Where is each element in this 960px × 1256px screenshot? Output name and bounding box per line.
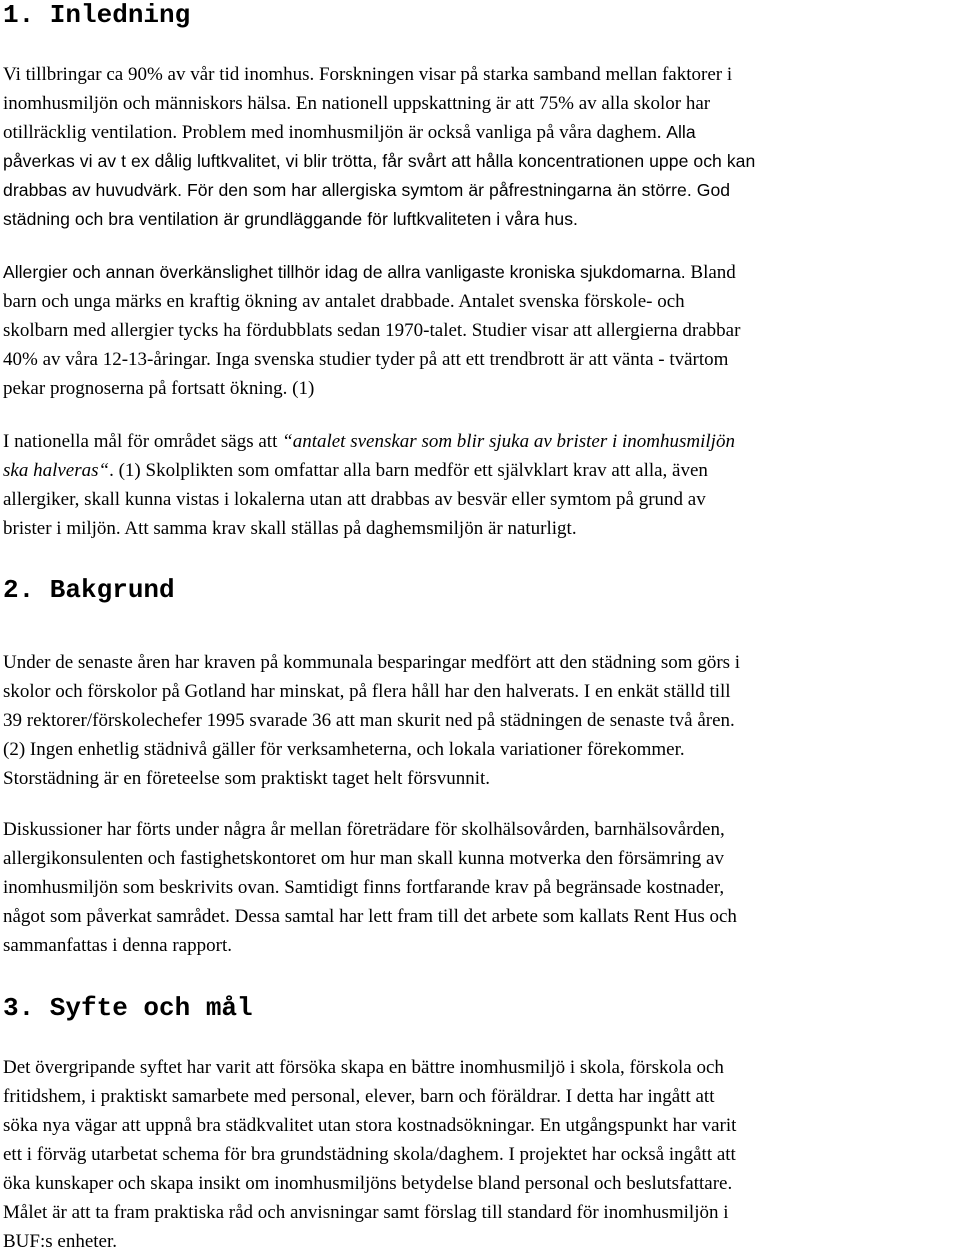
text-line: Det övergripande syftet har varit att försöka skapa en bättre inomhusmiljö i skola, förskola och (3, 1057, 724, 1078)
text-line (3, 456, 959, 485)
quoted-goal: antalet svenskar som blir sjuka av brister i inomhusmiljön (292, 431, 735, 452)
text-line: ett i förväg utarbetat schema för bra grundstädning skola/daghem. I projektet har också ingått att (3, 1144, 736, 1165)
text-line: inomhusmiljön som beskrivits ovan. Samtidigt finns fortfarande krav på begränsade kostnader, (3, 877, 725, 898)
section-heading-bakgrund: 2. Bakgrund (3, 575, 175, 605)
text-run: Bland (690, 262, 736, 283)
text-line: söka nya vägar att uppnå bra städkvalitet utan stora kostnadsökningar. En utgångspunkt har varit (3, 1115, 737, 1136)
text-run: otillräcklig ventilation. Problem med inomhusmiljön är också vanliga på våra daghem. (3, 122, 662, 143)
text-line: inomhusmiljön och människors hälsa. En nationell uppskattning är att 75% av alla skolor har (3, 93, 711, 114)
text-line: barn och unga märks en kraftig ökning av antalet drabbade. Antalet svenska förskole- och (3, 291, 685, 312)
paragraph-1-1 (3, 60, 959, 147)
text-line (3, 427, 959, 456)
paragraph-1-1-cont (3, 147, 959, 234)
paragraph-1-2 (3, 258, 959, 403)
paragraph-3-1 (3, 1053, 959, 1256)
text-run: Alla (666, 122, 696, 142)
text-line: (2) Ingen enhetlig städnivå gäller för verksamheterna, och lokala variationer förekommer. (3, 739, 685, 760)
text-line: fritidshem, i praktiskt samarbete med personal, elever, barn och föräldrar. I detta har ingått att (3, 1086, 715, 1107)
text-line: något som påverkat samrådet. Dessa samtal har lett fram till det arbete som kallats Rent Hus och (3, 906, 737, 927)
text-line: öka kunskaper och skapa insikt om inomhusmiljöns betydelse bland personal och beslutsfattare. (3, 1173, 733, 1194)
paragraph-1-3 (3, 427, 959, 543)
text-line: sammanfattas i denna rapport. (3, 935, 232, 956)
text-line: brister i miljön. Att samma krav skall ställas på daghemsmiljön är naturligt. (3, 518, 577, 539)
section-heading-syfte-och-mal: 3. Syfte och mål (3, 993, 253, 1023)
text-line (3, 118, 959, 147)
paragraph-2-1 (3, 648, 959, 793)
text-line: 40% av våra 12-13-åringar. Inga svenska studier tyder på att ett trendbrott är att vänta - tvärtom (3, 349, 729, 370)
text-line: pekar prognoserna på fortsatt ökning. (1) (3, 378, 315, 399)
text-run: I nationella mål för området sägs att (3, 431, 283, 452)
text-line: allergiker, skall kunna vistas i lokalerna utan att drabbas av besvär eller symtom på grund av (3, 489, 706, 510)
text-line: städning och bra ventilation är grundläggande för luftkvaliteten i våra hus. (3, 209, 578, 229)
text-line: BUF:s enheter. (3, 1231, 117, 1252)
text-line: skolbarn med allergier tycks ha fördubblats sedan 1970-talet. Studier visar att allergierna drabbar (3, 320, 741, 341)
text-line: Vi tillbringar ca 90% av vår tid inomhus. Forskningen visar på starka samband mellan faktorer i (3, 64, 733, 85)
section-heading-inledning: 1. Inledning (3, 0, 191, 30)
quoted-goal-cont: ska halveras (3, 460, 99, 481)
text-line: skolor och förskolor på Gotland har minskat, på flera håll har den halverats. I en enkät ställd till (3, 681, 731, 702)
quote-mark: “ (98, 460, 110, 481)
text-line: Storstädning är en företeelse som praktiskt taget helt försvunnit. (3, 768, 491, 789)
text-line: påverkas vi av t ex dålig luftkvalitet, vi blir trötta, får svårt att hålla koncentrationen uppe och kan (3, 151, 756, 171)
quote-mark: “ (282, 431, 293, 452)
text-line: Under de senaste åren har kraven på kommunala besparingar medfört att den städning som görs i (3, 652, 741, 673)
text-run: Allergier och annan överkänslighet tillhör idag de allra vanligaste kroniska sjukdomarna. (3, 262, 686, 282)
text-line: allergikonsulenten och fastighetskontoret om hur man skall kunna motverka den försämring av (3, 848, 724, 869)
text-line: Diskussioner har förts under några år mellan företrädare för skolhälsovården, barnhälsovården, (3, 819, 725, 840)
text-line (3, 258, 959, 287)
text-line: drabbas av huvudvärk. För den som har allergiska symtom är påfrestningarna än större. God (3, 180, 731, 200)
text-line: 39 rektorer/förskolechefer 1995 svarade 36 att man skurit ned på städningen de senaste två åren. (3, 710, 735, 731)
paragraph-2-2 (3, 815, 959, 960)
text-line: Målet är att ta fram praktiska råd och anvisningar samt förslag till standard för inomhusmiljön i (3, 1202, 729, 1223)
text-run: . (1) Skolplikten som omfattar alla barn medför ett självklart krav att alla, även (109, 460, 708, 481)
